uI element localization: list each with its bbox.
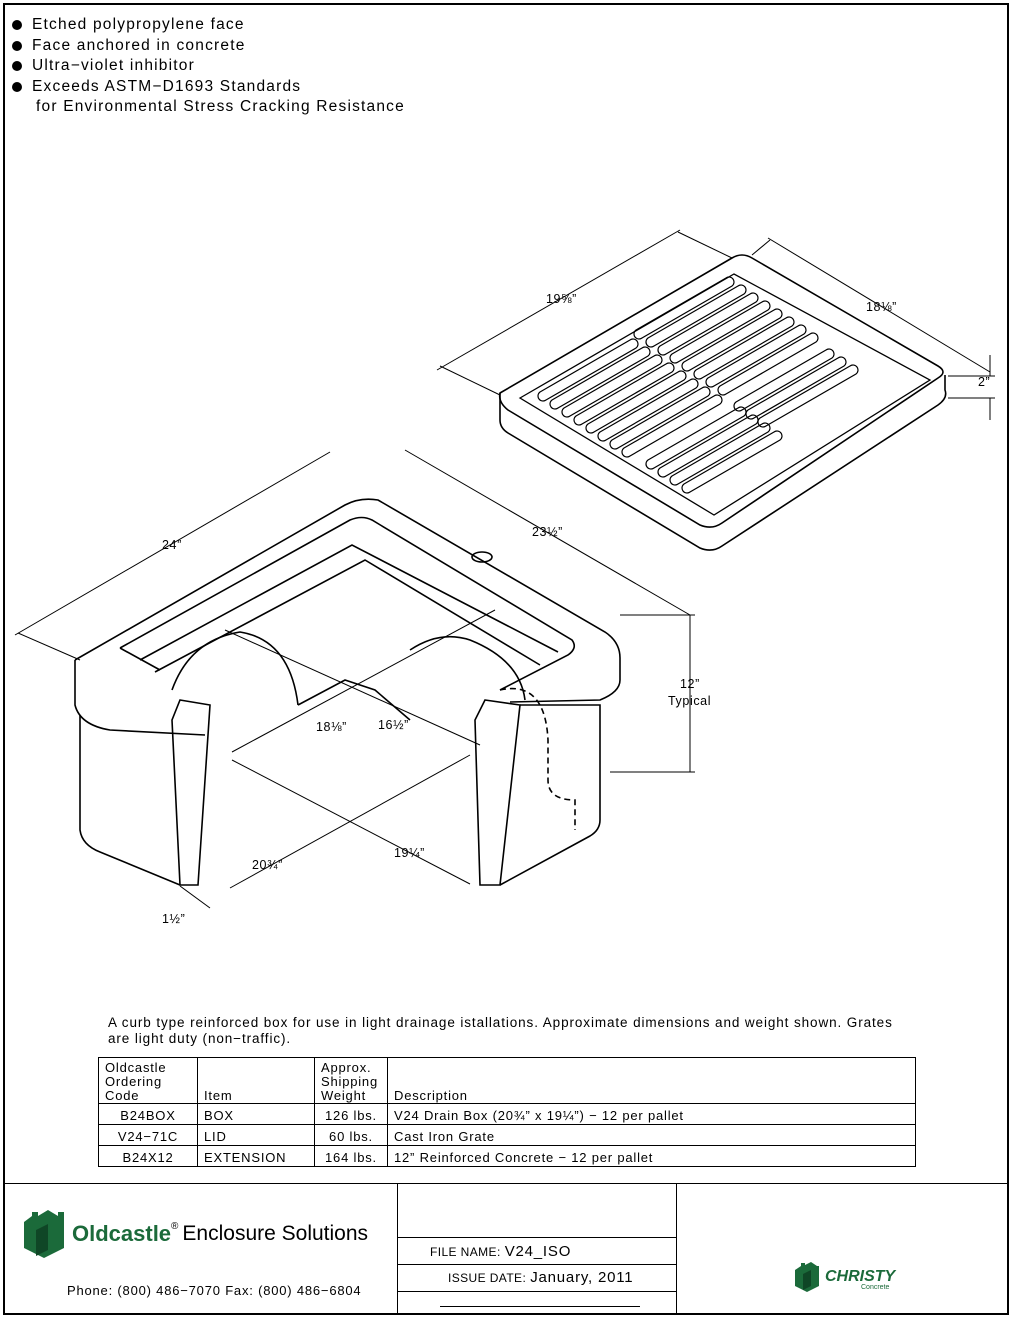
issue-date-field: ISSUE DATE: January, 2011	[448, 1269, 634, 1286]
header-weight: Approx. Shipping Weight	[315, 1058, 388, 1104]
signature-line	[440, 1306, 640, 1307]
title-block-row-line	[397, 1264, 676, 1265]
box-height-dim: 12”	[680, 677, 700, 691]
title-block-row-line	[397, 1237, 676, 1238]
castle-icon	[20, 1210, 66, 1258]
title-block-border	[3, 1183, 1009, 1184]
feature-item: Face anchored in concrete	[12, 36, 405, 57]
table-row: B24BOX BOX 126 lbs. V24 Drain Box (20¾” x 19¼”) − 12 per pallet	[99, 1104, 916, 1125]
file-name-field: FILE NAME: V24_ISO	[430, 1243, 572, 1260]
feature-continuation: for Environmental Stress Cracking Resistance	[36, 98, 405, 115]
feature-item: Etched polypropylene face	[12, 15, 405, 36]
inner-dim-a: 18⅛”	[316, 720, 347, 734]
table-header-row	[99, 1058, 916, 1104]
oldcastle-logo: Oldcastle ® Enclosure Solutions	[20, 1210, 368, 1258]
box-length-dim: 24”	[162, 538, 182, 552]
box-width-dim: 23½”	[532, 525, 563, 539]
box-height-note: Typical	[668, 694, 712, 708]
grate-height-dim: 2”	[978, 375, 991, 389]
header-description: Description	[388, 1058, 916, 1104]
title-block-divider	[676, 1183, 677, 1315]
box-drawing	[75, 499, 620, 885]
contact-phone: Phone: (800) 486−7070 Fax: (800) 486−6804	[67, 1283, 362, 1298]
ordering-table	[98, 1057, 916, 1167]
table-row: B24X12 EXTENSION 164 lbs. 12” Reinforced Concrete − 12 per pallet	[99, 1146, 916, 1167]
dimension-lines	[15, 230, 995, 908]
grate-length-dim: 19⅝”	[546, 292, 577, 306]
feature-item: Ultra−violet inhibitor	[12, 56, 405, 77]
wall-thickness-dim: 1½”	[162, 912, 186, 926]
castle-icon	[793, 1262, 821, 1292]
header-code: Oldcastle Ordering Code	[99, 1058, 198, 1104]
bottom-width-dim: 19¼”	[394, 846, 425, 860]
product-description: A curb type reinforced box for use in light drainage istallations. Approximate dimensions and weight shown. Grates are light duty (non−traffic).	[108, 1015, 893, 1046]
header-item: Item	[198, 1058, 315, 1104]
christy-logo: CHRISTY Concrete	[793, 1262, 895, 1292]
title-block-divider	[397, 1183, 398, 1315]
title-block-row-line	[397, 1291, 676, 1292]
bottom-length-dim: 20¾”	[252, 858, 283, 872]
inner-dim-b: 16½”	[378, 718, 409, 732]
table-row: V24−71C LID 60 lbs. Cast Iron Grate	[99, 1125, 916, 1146]
feature-item: Exceeds ASTM−D1693 Standards	[12, 77, 405, 98]
grate-width-dim: 18⅛”	[866, 300, 897, 314]
